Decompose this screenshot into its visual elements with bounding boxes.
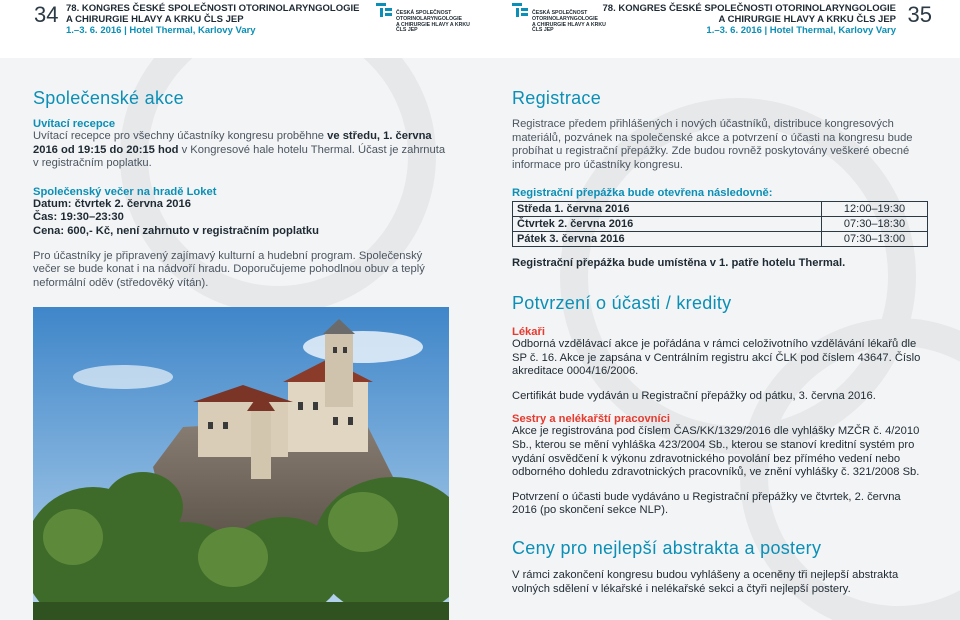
left-page-number: 34 <box>34 2 59 27</box>
time-cell: 07:30–18:30 <box>822 217 928 232</box>
evening-date <box>33 198 449 212</box>
loket-castle-photo <box>33 307 449 620</box>
logo-line: A CHIRURGIE HLAVY A KRKU <box>396 21 470 28</box>
registration-column <box>512 88 928 596</box>
table-row <box>513 202 928 217</box>
society-logo-left <box>376 3 470 34</box>
logo-line: ČESKÁ SPOLEČNOST <box>532 10 588 16</box>
social-events-title: Společenské akce <box>33 88 184 108</box>
time-cell: 12:00–19:30 <box>822 202 928 217</box>
time-cell: 07:30–13:00 <box>822 232 928 247</box>
congress-dates: 1.–3. 6. 2016 | Hotel Thermal, Karlovy Vary <box>706 25 896 36</box>
evening-time: Čas: 19:30–23:30 <box>33 211 124 224</box>
logo-line: OTORINOLARYNGOLOGIE <box>396 15 462 22</box>
social-evening <box>33 186 449 291</box>
evening-heading: Společenský večer na hradě Loket <box>33 185 217 198</box>
social-events-column <box>33 88 449 290</box>
certificate-text: Certifikát bude vydáván u Registrační přepážky od pátku, 3. června 2016. <box>512 389 876 402</box>
desk-hours-heading: Registrační přepážka bude otevřena následovně: <box>512 187 773 200</box>
welcome-text-part: v Kongresové hale hotelu Thermal. Účast je zahrnuta v registračním poplatku. <box>33 143 446 170</box>
evening-date-label: Datum: <box>33 197 75 210</box>
congress-dates: 1.–3. 6. 2016 | Hotel Thermal, Karlovy Vary <box>66 25 256 36</box>
logo-line: A CHIRURGIE HLAVY A KRKU <box>532 21 606 28</box>
day-cell: Pátek 3. června 2016 <box>513 232 822 247</box>
nurses-heading: Sestry a nelékařští pracovníci <box>512 413 670 426</box>
society-logo-icon <box>512 3 528 17</box>
congress-subtitle: A CHIRURGIE HLAVY A KRKU ČLS JEP <box>718 14 896 25</box>
logo-line: OTORINOLARYNGOLOGIE <box>532 15 598 22</box>
welcome-text <box>33 130 449 171</box>
logo-line: ČLS JEP <box>532 27 554 34</box>
welcome-heading: Uvítací recepce <box>33 118 116 130</box>
day-cell: Středa 1. června 2016 <box>513 202 822 217</box>
page-header <box>0 0 960 58</box>
congress-title: 78. KONGRES ČESKÉ SPOLEČNOSTI OTORINOLARYNGOLOGIE <box>66 3 360 14</box>
credits-title: Potvrzení o účasti / kredity <box>512 292 732 313</box>
doctors-text: Odborná vzdělávací akce je pořádána v rámci celoživotního vzdělávání lékařů dle SP č. 16. Akce je zapsána v Centrálním registru akcí ČLK pod číslem 43647. Číslo akreditace 0004/16/2006. <box>512 337 921 378</box>
right-congress-heading <box>603 3 896 36</box>
desk-location: Registrační přepážka bude umístěna v 1. patře hotelu Thermal. <box>512 257 846 270</box>
congress-title: 78. KONGRES ČESKÉ SPOLEČNOSTI OTORINOLARYNGOLOGIE <box>602 3 896 14</box>
prizes-title: Ceny pro nejlepší abstrakta a postery <box>512 537 822 558</box>
nurses-confirmation: Potvrzení o účasti bude vydáváno u Registrační přepážky ve čtvrtek, 2. června 2016 (po skončení sekce NLP). <box>512 490 901 517</box>
evening-date-value: čtvrtek 2. června 2016 <box>74 197 191 210</box>
society-logo-right <box>512 3 606 34</box>
welcome-text-part: Uvítací recepce pro všechny účastníky kongresu proběhne <box>33 130 328 142</box>
welcome-date-time: ve středu, 1. června 2016 od 19:15 do 20:15 hod <box>33 130 432 156</box>
nurses-text: Akce je registrována pod číslem ČAS/KK/1329/2016 dle vyhlášky MZČR č. 4/2010 Sb., kterou se mění vyhláška 423/2004 Sb., kterou se stanoví kreditní systém pro vydání osvědčení k výkonu zdravotnického povolání bez přímého vedení nebo odborného dohledu zdravotnických pracovníků, ve znění vyhlášky č. 321/2008 Sb. <box>512 425 920 479</box>
logo-line: ČLS JEP <box>396 27 418 34</box>
congress-subtitle: A CHIRURGIE HLAVY A KRKU ČLS JEP <box>66 14 244 25</box>
logo-line: ČESKÁ SPOLEČNOST <box>396 10 452 16</box>
day-cell: Čtvrtek 2. června 2016 <box>513 217 822 232</box>
evening-price: Cena: 600,- Kč, není zahrnuto v registračním poplatku <box>33 224 319 237</box>
prizes-text: V rámci zakončení kongresu budou vyhlášeny a oceněny tři nejlepší abstrakta volných sdělení v lékařské i nelékařské sekci a čtyři nejlepší postery. <box>512 568 899 595</box>
registration-title: Registrace <box>512 88 602 108</box>
desk-hours-table <box>512 201 928 247</box>
table-row <box>513 217 928 232</box>
registration-intro: Registrace předem přihlášených i nových účastníků, distribuce kongresových materiálů, pozvánek na společenské akce a potvrzení o účasti na kongresu bude probíhat u registrační přepážky. Zde budou rovněž poskytovány veškeré obecné informace pro účastníky kongresu. <box>512 118 913 171</box>
evening-description: Pro účastníky je připravený zajímavý kulturní a hudební program. Společenský večer se bude konat i na nádvoří hradu. Doporučujeme pohodlnou obuv a teplý neformální oděv (středověký vítán). <box>33 249 425 289</box>
welcome-reception <box>33 118 449 171</box>
left-congress-heading <box>66 3 359 36</box>
society-logo-icon <box>376 3 392 17</box>
doctors-heading: Lékaři <box>512 325 545 338</box>
right-page-number: 35 <box>907 2 932 27</box>
table-row <box>513 232 928 247</box>
